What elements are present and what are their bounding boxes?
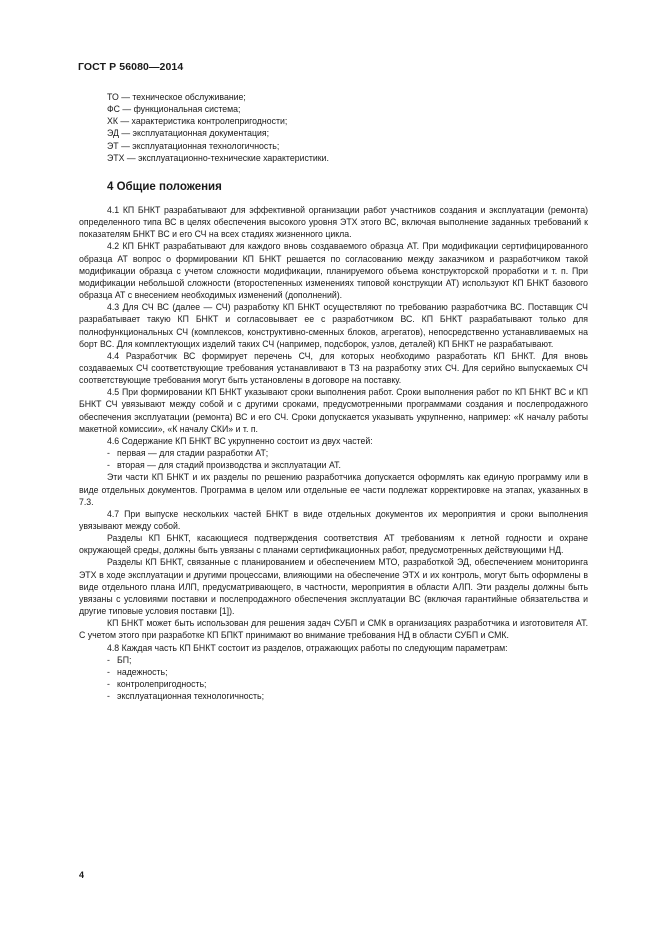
abbreviation-list xyxy=(79,91,588,164)
abbreviation-item: ЭД — эксплуатационная документация; xyxy=(107,128,270,139)
list-marker: - xyxy=(107,666,110,677)
abbreviation-item: ФС — функциональная система; xyxy=(107,104,241,115)
paragraph-4-5: 4.5 При формировании КП БНКТ указывают сроки выполнения работ. Сроки выполнения работ по КП БНКТ ВС и КП БНКТ СЧ увязывают между собой и с другими сроками, предусмотренными программами создания и послепродажного обеспечения эксплуатации (ремонта) ВС и его СЧ. Сроки допускается указывать укрупненно, например: «К началу работы макетной комиссии», «К началу СКИ» и т. п. xyxy=(79,387,588,434)
paragraph-4-6: 4.6 Содержание КП БНКТ ВС укрупненно состоит из двух частей: xyxy=(107,435,373,446)
list-item xyxy=(79,459,588,471)
document-header: ГОСТ Р 56080—2014 xyxy=(78,61,184,73)
list-marker: - xyxy=(107,654,110,665)
list-item xyxy=(79,690,588,702)
list-item-text: контролепригодность; xyxy=(117,679,207,690)
paragraph-4-7-d: КП БНКТ может быть использован для решения задач СУБП и СМК в организациях разработчика и изготовителя АТ. С учетом этого при разработке КП БПКТ принимают во внимание требования НД в области СУБП и СМК. xyxy=(79,618,588,641)
list-item-text: первая — для стадии разработки АТ; xyxy=(117,448,269,459)
list-item-text: БП; xyxy=(117,654,132,665)
paragraph-4-1: 4.1 КП БНКТ разрабатывают для эффективной организации работ участников создания и эксплуатации (ремонта) определенного типа ВС в целях обеспечения высокого уровня ЭТХ этого ВС, включая выполнение заданных требований к показателям БНКТ ВС и его СЧ на всех стадиях жизненного цикла. xyxy=(79,204,588,240)
list-marker: - xyxy=(107,679,110,690)
paragraph-4-6-after: Эти части КП БНКТ и их разделы по решению разработчика допускается оформлять как единую программу или в виде отдельных документов. Программа в целом или отдельные ее части подлежат корректировке на этапах, указанных в 7.3. xyxy=(79,472,588,507)
paragraph-4-7: 4.7 При выпуске нескольких частей БНКТ в виде отдельных документов их мероприятия и сроки выполнения увязывают между собой. xyxy=(79,508,588,531)
list-item xyxy=(79,654,588,666)
abbreviation-item: ТО — техническое обслуживание; xyxy=(107,92,246,102)
list-4-8 xyxy=(79,654,588,703)
paragraph-4-7-c: Разделы КП БНКТ, связанные с планированием и обеспечением МТО, разработкой ЭД, обеспечением мониторинга ЭТХ в ходе эксплуатации и другими процессами, влияющими на обеспечение ЭТХ и их контроль, могут быть оформлены в виде отдельного плана ИЛП, предусматривающего, в частности, мероприятия в области АЛП. Эти разделы должны быть увязаны с условиями поставки и послепродажного обеспечения эксплуатации ВС (включая гарантийные обязательства и другие типовые условия поставки [1]). xyxy=(79,557,588,617)
list-item-text: вторая — для стадий производства и эксплуатации АТ. xyxy=(117,460,341,471)
list-item xyxy=(79,666,588,678)
abbreviation-item: ЭТХ — эксплуатационно-технические характеристики. xyxy=(107,152,329,163)
list-item xyxy=(79,447,588,459)
section-title: 4 Общие положения xyxy=(107,180,222,193)
list-item-text: надежность; xyxy=(117,666,168,677)
list-item xyxy=(79,678,588,690)
list-item-text: эксплуатационная технологичность; xyxy=(117,691,265,702)
abbreviation-item: ЭТ — эксплуатационная технологичность; xyxy=(107,140,280,151)
paragraph-4-3: 4.3 Для СЧ ВС (далее — СЧ) разработку КП БНКТ осуществляют по требованию разработчика ВС. Поставщик СЧ разрабатывает такую КП БНКТ и согласовывает ее с разработчиком ВС. КП БНКТ разрабатывают только для полнофункциональных СЧ (комплексов, конструктивно-сменных блоков, агрегатов), непосредственно устанавливаемых на борт ВС. Для комплектующих изделий таких СЧ (например, подсборок, узлов, деталей) КП БНКТ не разрабатывают. xyxy=(79,302,588,349)
abbreviation-item: ХК — характеристика контролепригодности; xyxy=(107,116,288,127)
paragraph-4-2: 4.2 КП БНКТ разрабатывают для каждого вновь создаваемого образца АТ. При модификации сертифицированного образца АТ вопрос о формировании КП БНКТ решается по согласованию между заказчиком и разработчиком такой модификации образца с учетом сложности модификации, планируемого объема конструкторской проработки и т. п. При модификации небольшой сложности (второстепенных изменениях типовой конструкции АТ) используют КП БНКТ базового образца АТ с внесением необходимых изменений (дополнений). xyxy=(79,241,588,301)
page-number: 4 xyxy=(79,870,85,880)
paragraph-4-7-b: Разделы КП БНКТ, касающиеся подтверждения соответствия АТ требованиям к летной годности и охране окружающей среды, должны быть увязаны с планами сертификационных работ, предусмотренных действующими НД. xyxy=(79,533,588,556)
list-4-6 xyxy=(79,447,588,471)
list-marker: - xyxy=(107,460,110,471)
paragraph-4-8: 4.8 Каждая часть КП БНКТ состоит из разделов, отражающих работы по следующим параметрам: xyxy=(107,642,508,653)
paragraph-4-4: 4.4 Разработчик ВС формирует перечень СЧ, для которых необходимо разработать КП БНКТ. Для вновь создаваемых СЧ соответствующие требования устанавливают в ТЗ на разработку этих СЧ. Для серийно выпускаемых СЧ соответствующие требования могут быть установлены в договоре на поставку. xyxy=(79,350,588,386)
list-marker: - xyxy=(107,691,110,702)
page-content xyxy=(79,91,588,702)
list-marker: - xyxy=(107,448,110,459)
